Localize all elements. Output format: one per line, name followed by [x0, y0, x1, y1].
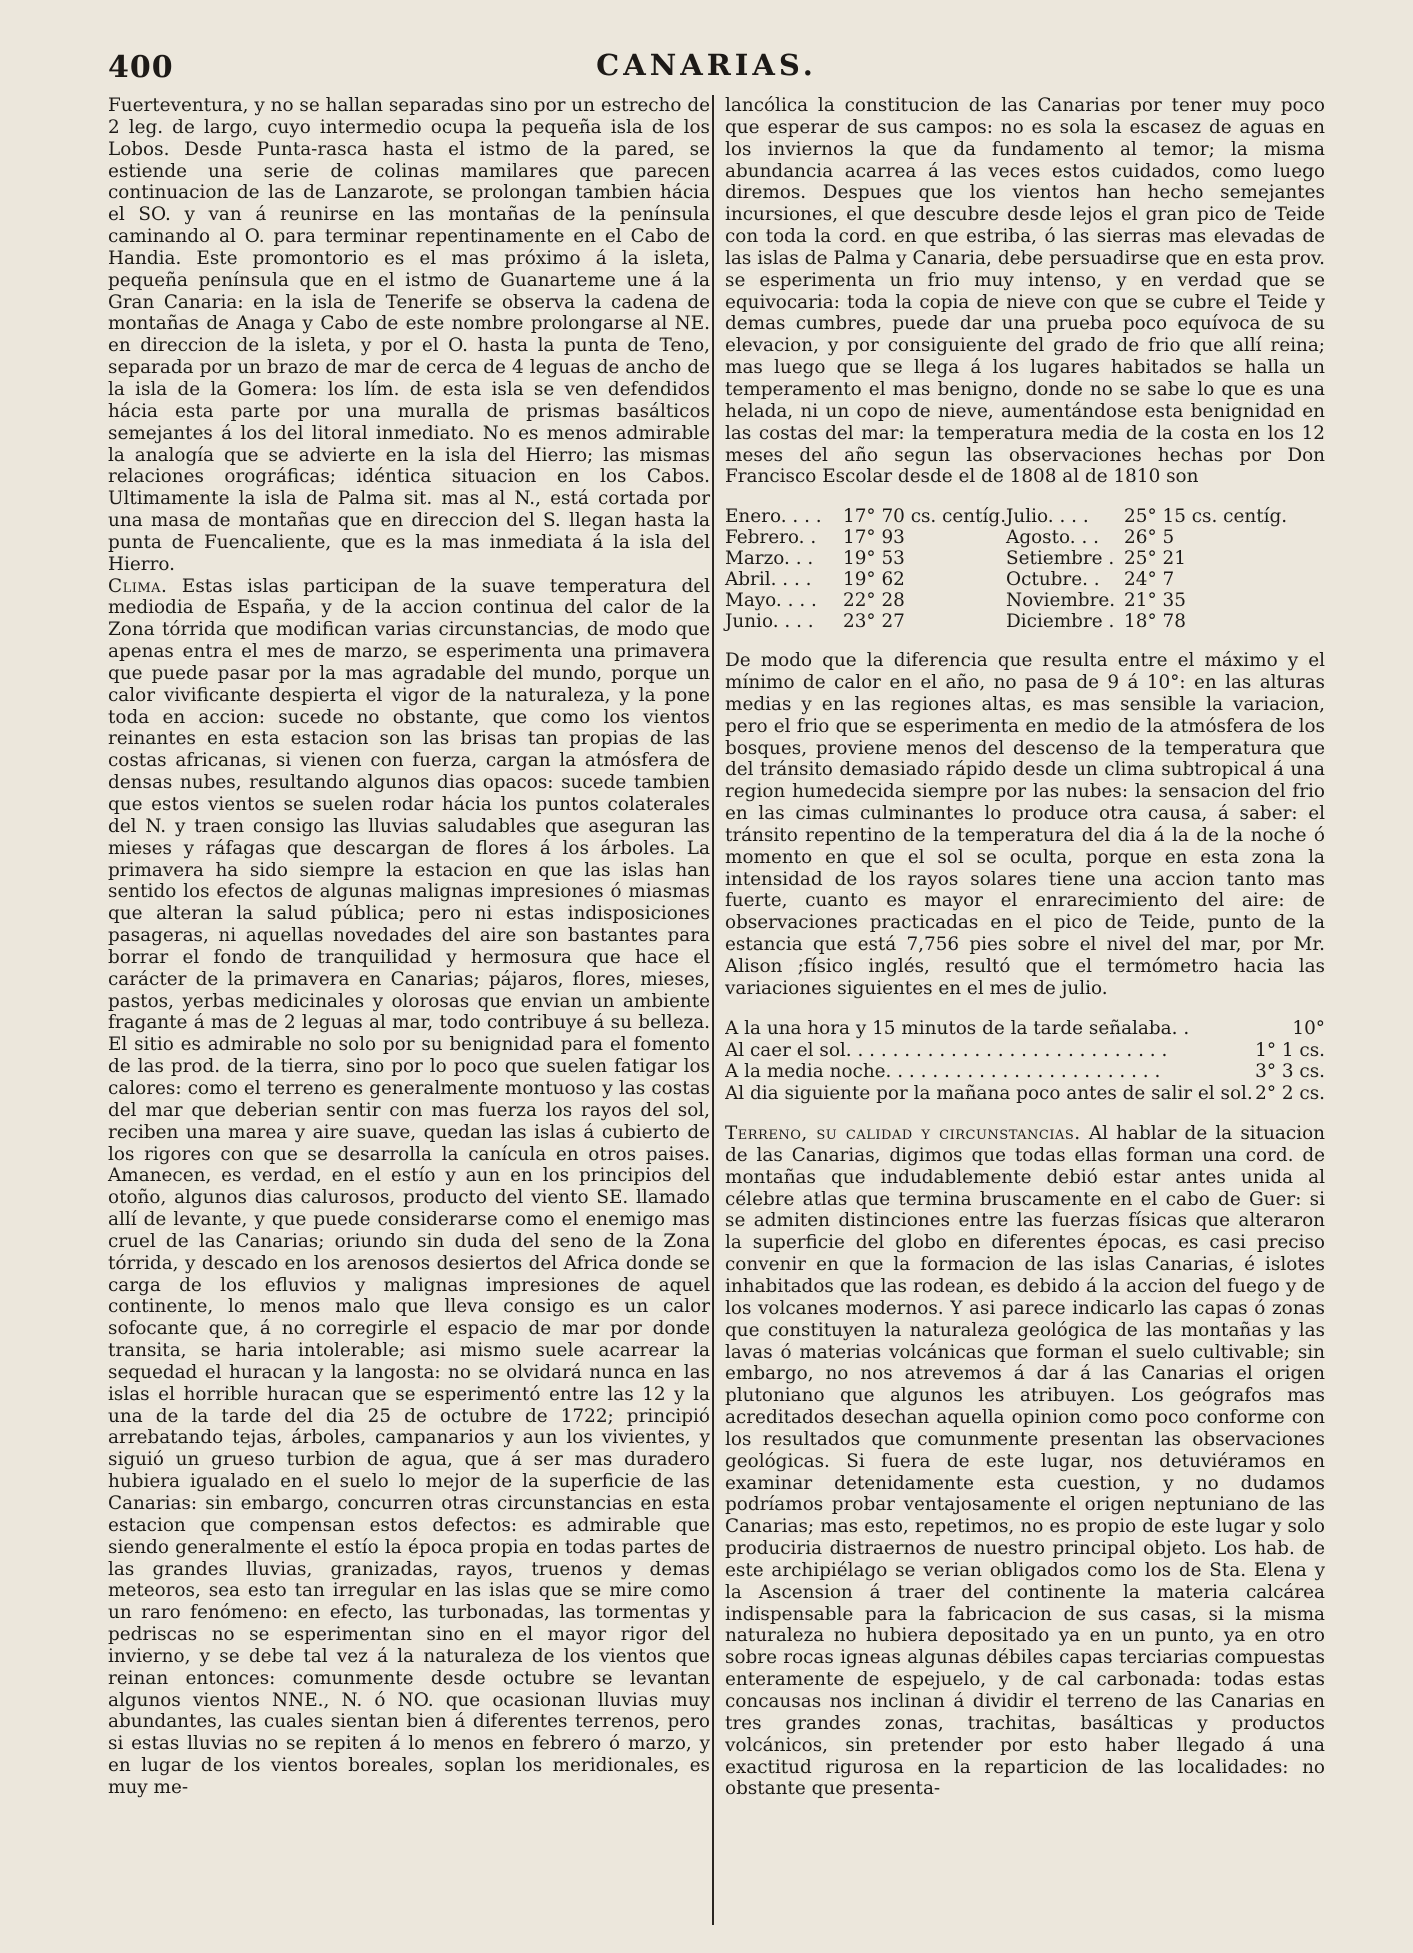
month-cell: Mayo. . . . [725, 590, 817, 612]
clima-text: Estas islas participan de la suave temperatura del mediodia de España, y de la accion continua del calor de la Zona tórrida que modifican varias circunstancias, de modo que apenas entra el mes de marzo, se esperimenta una primavera que puede pasar por la mas agradable del mundo, porque un calor vivificante despierta el vigor de la naturaleza, y la pone toda en accion: sucede no obstante, que como los vientos reinantes en esta estacion son las brisas tan propias de las costas africanas, si vienen con fuerza, cargan la atmósfera de densas nubes, resultando algunos dias opacos: sucede tambien que estos vientos se suelen rodar hácia los puntos colaterales del N. y traen consigo las lluvias saludables que aseguran las mieses y ráfagas que descargan de flores á los árboles. La primavera ha sido siempre la estacion en que las islas han sentido los efectos de algunas malignas impresiones ó miasmas que alteran la salud pública; pero ni estas indisposiciones pasageras, ni aquellas novedades del aire son bastantes para borrar el fondo de tranquilidad y hermosura que hace el carácter de la primavera en Canarias; pájaros, flores, mieses, pastos, yerbas medicinales y olorosas que envian un ambiente fragante á mas de 2 leguas al mar, todo contribuye á su belleza. El sitio es admirable no solo por su benignidad para el fomento de las prod. de la tierra, sino por lo poco que suelen fatigar los calores: como el terreno es generalmente montuoso y las costas del mar que deberian sentir con mas fuerza los rayos del sol, reciben una marea y aire suave, quedan las islas á cubierto de los rigores con que se desarrolla la canícula en otros paises. Amanecen, es verdad, en el estío y aun en los principios del otoño, algunos dias calurosos, producto del viento SE. llamado allí de levante, y que puede considerarse como el enemigo mas cruel de las Canarias; oriundo sin duda del seno de la Zona tórrida, y descado en los arenosos desiertos del Africa donde se carga de los efluvios y malignas impresiones de aquel continente, lo menos malo que lleva consigo es un calor sofocante que, á no corregirle el espacio de mar por donde transita, se haria intolerable; asi mismo suele acarrear la sequedad el huracan y la langosta: no se olvidará nunca en las islas el horrible huracan que se esperimentó entre las 12 y la una de la tarde del dia 25 de octubre de 1722; principió arrebatando tejas, árboles, campanarios y aun los vivientes, y siguió un grueso turbion de agua, que á ser mas duradero hubiera igualado en el suelo lo mejor de la superficie de las Canarias: sin embargo, concurren otras circunstancias en esta estacion que compensan estos defectos: es admirable que siendo generalmente el estío la época propia en todas partes de las grandes lluvias, granizadas, rayos, truenos y demas meteoros, sea esto tan irregular en las islas que se mire como un raro fenómeno: en efecto, las turbonadas, las tormentas y pedriscas no se esperimentan sino en el mayor rigor del invierno, y se debe tal vez á la naturaleza de los vientos que reinan entonces: comunmente desde octubre se levantan algunos vientos NNE., N. ó NO. que ocasionan lluvias muy abundantes, las cuales sientan bien á diferentes terrenos, pero si estas lluvias no se repiten á lo menos en febrero ó marzo, y en lugar de los vientos boreales, soplan los meridionales, es muy me- [108, 575, 710, 1798]
value-cell: 23° 27 [843, 611, 905, 633]
section-heading-terreno: Terreno, su calidad y circunstancias. [725, 1123, 1081, 1145]
running-head: CANARIAS. [596, 48, 817, 82]
paragraph-diferencia: De modo que la diferencia que resulta entre el máximo y el mínimo de calor en el año, no pasa de 9 á 10°: en las alturas medias y en las regiones altas, es mas sensible la variacion, pero el frio que se esperimenta en medio de la atmósfera de los bosques, proviene menos del descenso de la temperatura que del tránsito demasiado rápido desde un clima subtropical á una region humedecida siempre por las nubes: la sensacion del frio en las cimas culminantes lo produce otra causa, á saber: el tránsito repentino de la temperatura del dia á la de la noche ó momento en que el sol se oculta, porque en esta zona la intensidad de los rayos solares tiene una accion tanto mas fuerte, cuanto es mayor el enrarecimiento del aire: de observaciones practicadas en el pico de Teide, punto de la estancia que está 7,756 pies sobre el nivel del mar, por Mr. Alison ;físico inglés, resultó que el termómetro hacia las variaciones siguientes en el mes de julio. [725, 650, 1325, 999]
temperature-row [725, 590, 1325, 611]
observation-value: 1° 1 cs. [1255, 1039, 1325, 1061]
left-column [108, 95, 710, 1799]
month-cell: Febrero. . [725, 527, 817, 549]
month-cell: Junio. . . . [725, 611, 814, 633]
month-cell: Abril. . . . [725, 569, 812, 591]
terreno-text: Al hablar de la situacion de las Canarias, digimos que todas ellas forman una cord. de montañas que indudablemente debió estar antes unida al célebre atlas que termina bruscamente en el cabo de Guer: si se admiten distinciones entre las fuerzas físicas que alteraron la superficie del globo en diferentes épocas, es casi preciso convenir en que la formacion de las islas Canarias, é islotes inhabitados que las rodean, es debido á la accion del fuego y de los volcanes modernos. Y asi parece indicarlo las capas ó zonas que constituyen la naturaleza geológica de las montañas y las lavas ó materias volcánicas que forman el suelo cultivable; sin embargo, no nos atrevemos á dar á las Canarias el origen plutoniano que algunos les atribuyen. Los geógrafos mas acreditados desechan aquella opinion como poco conforme con los resultados que comunmente presentan las observaciones geológicas. Si fuera de este lugar, nos detuviéramos en examinar detenidamente esta cuestion, y no dudamos podríamos probar ventajosamente el origen neptuniano de las Canarias; mas esto, repetimos, no es propio de este lugar y solo produciria distraernos de nuestro principal objeto. Los hab. de este archipiélago se verian obligados como los de Sta. Elena y la Ascension á traer del continente la materia calcárea indispensable para la fabricacion de sus casas, si la misma naturaleza no hubiera depositado ya en un punto, ya en otro sobre rocas igneas algunas débiles capas terciarias compuestas enteramente de espejuelo, y de cal carbonada: todas estas concausas nos inclinan á dividir el terreno de las Canarias en tres grandes zonas, trachitas, basálticas y productos volcánicos, sin pretender por esto haber llegado á una exactitud rigurosa en la reparticion de las localidades: no obstante que presenta- [725, 1123, 1325, 1800]
month-cell: Noviembre. [1006, 590, 1116, 612]
paragraph-clima [108, 576, 710, 1799]
value-cell: 25° 21 [1124, 548, 1186, 570]
value-cell: 18° 78 [1124, 611, 1186, 633]
month-cell: Enero. . . . [725, 506, 822, 528]
month-cell: Setiembre . [1006, 548, 1115, 570]
observation-label: Al caer el sol. . . . . . . . . . . . . . . . . . . . . . . . . . . . [725, 1039, 1168, 1061]
observation-label: A la una hora y 15 minutos de la tarde señalaba. . [725, 1017, 1190, 1039]
temperature-row [725, 611, 1325, 632]
value-cell: 22° 28 [843, 590, 905, 612]
temperature-row [725, 569, 1325, 590]
observation-row [725, 1061, 1325, 1083]
observation-value: 10° [1292, 1017, 1325, 1039]
observation-value: 3° 3 cs. [1255, 1061, 1325, 1083]
month-cell: Agosto. . . [1006, 527, 1099, 549]
month-cell: Octubre. . [1006, 569, 1100, 591]
paragraph-constitucion: lancólica la constitucion de las Canarias por tener muy poco que esperar de sus campos: no es sola la escasez de aguas en los inviernos la que da fundamento al temor; la misma abundancia acarrea á las veces estos cuidados, como luego diremos. Despues que los vientos han hecho semejantes incursiones, el que descubre desde lejos el gran pico de Teide con toda la cord. en que estriba, ó las sierras mas elevadas de las islas de Palma y Canaria, debe persuadirse que en esta prov. se esperimenta un frio muy intenso, y en verdad que se equivocaria: toda la copia de nieve con que se cubre el Teide y demas cumbres, puede dar una prueba poco equívoca de su elevacion, y por consiguiente del grado de frio que allí reina; mas luego que se llega á los lugares habitados se halla un temperamento el mas benigno, donde no se sabe lo que es una helada, ni un copo de nieve, aumentándose esta benignidad en las costas del mar: la temperatura media de la costa en los 12 meses del año segun las observaciones hechas por Don Francisco Escolar desde el de 1808 al de 1810 son [725, 95, 1325, 488]
value-cell: 17° 70 cs. centíg. [843, 506, 1007, 528]
right-column [725, 95, 1325, 1800]
observation-value: 2° 2 cs. [1255, 1083, 1325, 1105]
value-cell: 17° 93 [843, 527, 905, 549]
paragraph-terreno [725, 1123, 1325, 1800]
value-cell: 19° 53 [843, 548, 905, 570]
observation-list [725, 1018, 1325, 1105]
observation-label: Al dia siguiente por la mañana poco antes de salir el sol. [725, 1083, 1253, 1105]
observation-row [725, 1083, 1325, 1105]
observation-row [725, 1018, 1325, 1040]
month-cell: Marzo. . . [725, 548, 814, 570]
temperature-row [725, 548, 1325, 569]
month-cell: Diciembre . [1006, 611, 1115, 633]
value-cell: 26° 5 [1124, 527, 1175, 549]
value-cell: 24° 7 [1124, 569, 1175, 591]
value-cell: 21° 35 [1124, 590, 1186, 612]
page-number: 400 [108, 50, 174, 85]
paragraph-islands: Fuerteventura, y no se hallan separadas sino por un estrecho de 2 leg. de largo, cuyo intermedio ocupa la pequeña isla de los Lobos. Desde Punta-rasca hasta el istmo de la pared, se estiende una serie de colinas mamilares que parecen continuacion de las de Lanzarote, se prolongan tambien hácia el SO. y van á reunirse en las montañas de la península caminando al O. para terminar repentinamente en el Cabo de Handia. Este promontorio es el mas próximo á la isleta, pequeña península que en el istmo de Guanarteme une á la Gran Canaria: en la isla de Tenerife se observa la cadena de montañas de Anaga y Cabo de este nombre prolongarse al NE. en direccion de la isleta, y por el O. hasta la punta de Teno, separada por un brazo de mar de cerca de 4 leguas de ancho de la isla de la Gomera: los lím. de esta isla se ven defendidos hácia esta parte por una muralla de prismas basálticos semejantes á los del litoral inmediato. No es menos admirable la analogía que se advierte en la isla del Hierro; las mismas relaciones orográficas; idéntica situacion en los Cabos. Ultimamente la isla de Palma sit. mas al N., está cortada por una masa de montañas que en direccion del S. llegan hasta la punta de Fuencaliente, que es la mas inmediata á la isla del Hierro. [108, 95, 710, 575]
value-cell: 19° 62 [843, 569, 905, 591]
observation-row [725, 1040, 1325, 1062]
temperature-row [725, 506, 1325, 527]
column-divider [712, 95, 714, 1925]
month-cell: Julio. . . . [1006, 506, 1089, 528]
observation-label: A la media noche. . . . . . . . . . . . . . . . . . . . . . . . [725, 1061, 1161, 1083]
temperature-table [725, 506, 1325, 632]
value-cell: 25° 15 cs. centíg. [1124, 506, 1288, 528]
temperature-row [725, 527, 1325, 548]
section-heading-clima: Clima. [108, 575, 168, 597]
